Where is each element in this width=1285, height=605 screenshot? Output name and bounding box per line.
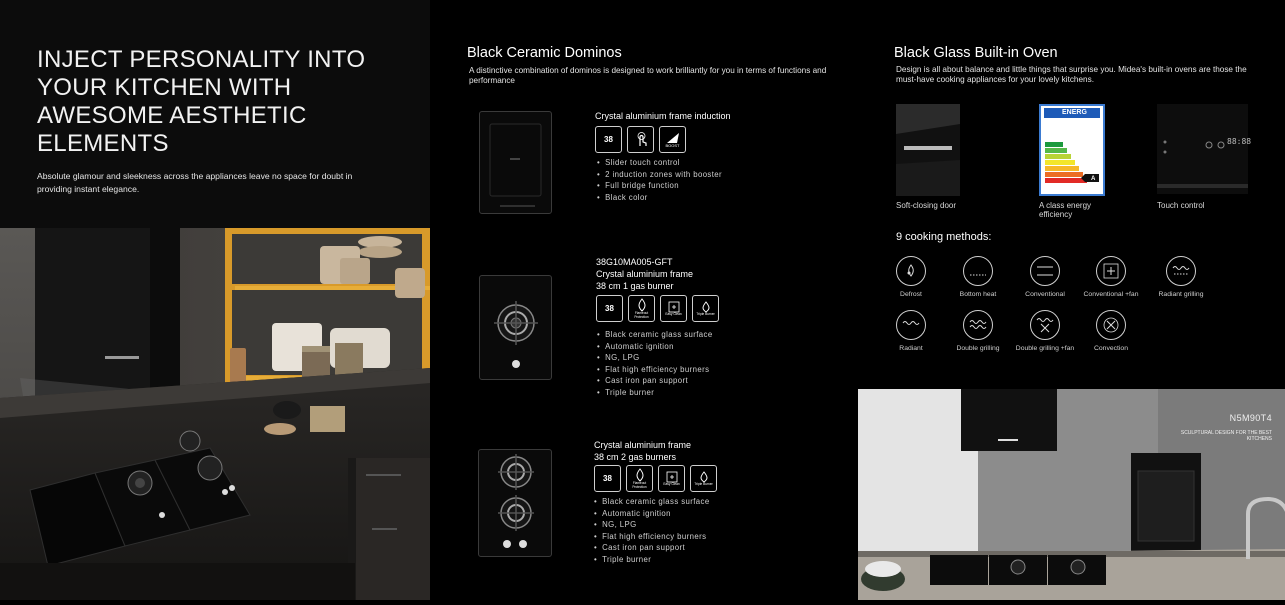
product-2-icons — [596, 295, 719, 322]
method-defrost — [876, 256, 946, 299]
energy-header: ENERG — [1044, 108, 1100, 118]
product-3-icons — [594, 465, 717, 492]
product-2-model: 38G10MA005-GFT — [596, 257, 673, 267]
double-grilling-fan-icon — [1030, 310, 1060, 340]
feature-item: • Automatic ignition — [597, 341, 713, 353]
flameout-label: Flameout Protection — [632, 481, 647, 489]
energy-caption: A class energy efficiency — [1039, 201, 1092, 219]
feature-item: • Black ceramic glass surface — [597, 329, 713, 341]
convection-icon — [1096, 310, 1126, 340]
easy-clean-icon — [660, 295, 687, 322]
induction-cooktop-image — [479, 111, 552, 214]
touch-control-caption: Touch control — [1157, 201, 1205, 210]
gas-burner-1-image — [479, 275, 552, 380]
38-text: 38 — [604, 134, 613, 144]
radiant-icon — [896, 310, 926, 340]
product-2-name-line2: 38 cm 1 gas burner — [596, 281, 674, 291]
showcase-model: N5M90T4 — [1229, 413, 1272, 423]
defrost-icon — [896, 256, 926, 286]
feature-item: • Black color — [597, 192, 722, 204]
dominos-title: Black Ceramic Dominos — [467, 45, 622, 61]
easy-clean-icon — [658, 465, 685, 492]
flameout-icon — [628, 295, 655, 322]
method-double-grilling — [943, 310, 1013, 353]
method-label: Radiant — [899, 345, 923, 352]
product-1-icons — [595, 126, 686, 153]
double-grilling-icon — [963, 310, 993, 340]
method-label: Double grilling +fan — [1015, 345, 1075, 352]
feature-item: • 2 induction zones with booster — [597, 169, 722, 181]
showcase-photo — [858, 389, 1285, 600]
kitchen-photo — [0, 228, 430, 600]
triple-burner-label: Triple Burner — [694, 481, 713, 486]
feature-item: • Automatic ignition — [594, 508, 710, 520]
oven-display: 88:88 — [1227, 137, 1252, 146]
radiant-grilling-icon — [1166, 256, 1196, 286]
38-text: 38 — [603, 473, 612, 483]
feature-item: • Triple burner — [594, 554, 710, 566]
hero-title: INJECT PERSONALITY INTO YOUR KITCHEN WITH AWESOME AESTHETIC ELEMENTS — [37, 46, 366, 157]
conventional-icon — [1030, 256, 1060, 286]
feature-item: • Slider touch control — [597, 157, 722, 169]
feature-item: • NG, LPG — [597, 352, 713, 364]
left-panel — [0, 0, 430, 600]
soft-closing-door-image — [896, 104, 960, 196]
product-3-name-line1: Crystal aluminium frame — [594, 440, 692, 450]
flameout-label: Flameout Protection — [634, 311, 649, 319]
conventional-fan-icon — [1096, 256, 1126, 286]
method-conventional — [1010, 256, 1080, 299]
feature-item: • Full bridge function — [597, 180, 722, 192]
product-3-name-line2: 38 cm 2 gas burners — [594, 452, 677, 462]
product-2-features — [597, 329, 713, 399]
method-label: Convection — [1093, 345, 1128, 352]
method-double-grilling-fan — [1010, 310, 1080, 353]
product-1-name: Crystal aluminium frame induction — [595, 111, 731, 121]
feature-item: • Flat high efficiency burners — [597, 364, 713, 376]
easy-clean-label: Easy Clean — [665, 311, 682, 316]
oven-title: Black Glass Built-in Oven — [894, 45, 1058, 61]
hero-subtitle: Absolute glamour and sleekness across the appliances leave no space for doubt in providing instant elegance. — [37, 171, 353, 194]
easy-clean-label: Easy Clean — [663, 481, 680, 486]
feature-item: • Black ceramic glass surface — [594, 496, 710, 508]
method-radiant — [876, 310, 946, 353]
cooking-methods-title: 9 cooking methods: — [896, 231, 992, 243]
dominos-description: A distinctive combination of dominos is designed to work brilliantly for you in terms of functions and performance — [469, 66, 827, 85]
triple-burner-icon — [690, 465, 717, 492]
feature-item: • NG, LPG — [594, 519, 710, 531]
energy-label-image — [1039, 104, 1105, 196]
38cm-icon — [596, 295, 623, 322]
method-label: Conventional — [1025, 291, 1065, 298]
touch-icon — [627, 126, 654, 153]
38cm-icon — [595, 126, 622, 153]
method-conventional-fan — [1076, 256, 1146, 299]
touch-control-image — [1157, 104, 1252, 194]
oven-description: Design is all about balance and little things that surprise you. Midea's built-in ovens are those the must-have cooking appliances for your lovely kitchens. — [896, 65, 1247, 84]
showcase-tagline: SCULPTURAL DESIGN FOR THE BEST KITCHENS — [1180, 430, 1272, 442]
triple-burner-icon — [692, 295, 719, 322]
kitchen-illustration — [0, 228, 430, 600]
feature-item: • Flat high efficiency burners — [594, 531, 710, 543]
soft-closing-caption: Soft-closing door — [896, 201, 957, 210]
triple-burner-label: Triple Burner — [696, 311, 715, 316]
product-1-features — [597, 157, 722, 203]
boost-icon — [659, 126, 686, 153]
product-2-name-line1: Crystal aluminium frame — [596, 269, 694, 279]
method-convection — [1076, 310, 1146, 353]
energy-grade: A — [1091, 176, 1096, 182]
method-label: Double grilling — [956, 345, 1000, 352]
gas-burner-2-image — [478, 449, 552, 557]
38-text: 38 — [605, 303, 614, 313]
feature-item: • Triple burner — [597, 387, 713, 399]
product-3-features — [594, 496, 710, 566]
boost-label: BOOST — [665, 142, 680, 148]
flameout-icon — [626, 465, 653, 492]
method-label: Conventional +fan — [1083, 291, 1139, 298]
feature-item: • Cast iron pan support — [597, 375, 713, 387]
bottom-heat-icon — [963, 256, 993, 286]
method-label: Radiant grilling — [1158, 291, 1204, 298]
method-bottom-heat — [943, 256, 1013, 299]
method-radiant-grilling — [1146, 256, 1216, 299]
method-label: Defrost — [900, 291, 922, 298]
38cm-icon — [594, 465, 621, 492]
feature-item: • Cast iron pan support — [594, 542, 710, 554]
method-label: Bottom heat — [959, 291, 997, 298]
